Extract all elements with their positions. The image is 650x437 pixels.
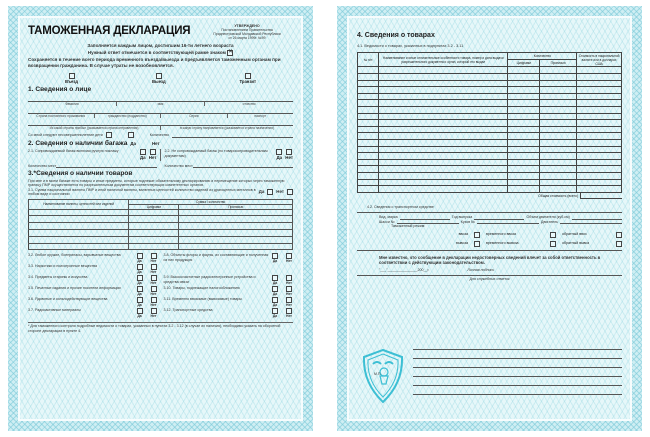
words-header: Прописью bbox=[179, 204, 293, 209]
reimport-checkbox[interactable] bbox=[616, 232, 622, 238]
residence-passport-field[interactable] bbox=[28, 106, 293, 114]
item-label: 3.11. Временно ввозимые (вывозимые) товары bbox=[163, 297, 242, 302]
customs-emblem-icon bbox=[361, 348, 405, 404]
goods-checklist bbox=[28, 253, 293, 319]
yes-label: Да bbox=[139, 155, 146, 161]
unaccompanied-places-field[interactable] bbox=[193, 164, 293, 168]
export-regime-row bbox=[379, 241, 622, 247]
section-2-title: 2. Сведения о наличии багажа bbox=[28, 140, 128, 148]
words-header: Прописью bbox=[540, 60, 577, 67]
section-4-2-title: 4.2. Сведения о транспортном средстве bbox=[367, 204, 434, 209]
places-label: Количество мест bbox=[164, 163, 193, 168]
reexport-label: обратный вывоз bbox=[562, 241, 590, 246]
item-label: 3.12. Транспортные средства bbox=[163, 308, 213, 313]
export-label: вывоза bbox=[456, 241, 468, 246]
engine-volume-label: Объем двигателя (куб.см) bbox=[526, 215, 570, 220]
direction-entry[interactable]: Въезд bbox=[65, 73, 78, 84]
list-item: 3.11. Временно ввозимые (вывозимые) товары Да Нет bbox=[163, 297, 292, 308]
item-label: 3.3. Наркотики и психотропные вещества bbox=[28, 264, 98, 269]
import-checkbox[interactable] bbox=[474, 232, 480, 238]
currency-question: 3.1. Сумма национальной валюты ПМР и иной наличной валюты, валютных ценностей количество изделий из драгоценных металлов в любом виде и состоянии bbox=[28, 187, 256, 197]
total-cost bbox=[357, 193, 622, 199]
example-checkbox-icon bbox=[227, 50, 233, 56]
section-4-1-title: 4.1. Ведомости о товарах, указанных в подпунктах 3.2 - 3.11 bbox=[357, 43, 464, 48]
table-row[interactable] bbox=[358, 80, 622, 87]
table-row[interactable] bbox=[29, 243, 293, 250]
amount-header: Сумма / количество bbox=[129, 199, 293, 204]
list-item: 3.4. Предметы старины и искусства Да Нет bbox=[28, 275, 157, 286]
number-header: № п/п bbox=[358, 53, 379, 67]
accompanied-baggage-label: 2.1. Сопровождаемый багаж включая ручную поклажу bbox=[28, 149, 119, 154]
unaccompanied-baggage bbox=[165, 149, 294, 161]
table-row[interactable] bbox=[358, 93, 622, 100]
table-row[interactable] bbox=[29, 230, 293, 237]
item-label: 3.5. Печатные издания и прочие носители информации bbox=[28, 286, 121, 291]
goods-table bbox=[357, 52, 622, 192]
item-label: 3.4. Предметы старины и искусства bbox=[28, 275, 88, 280]
table-row[interactable] bbox=[358, 186, 622, 193]
reimport-label: обратный ввоз bbox=[562, 232, 587, 237]
page-title: ТАМОЖЕННАЯ ДЕКЛАРАЦИЯ bbox=[28, 25, 191, 37]
list-item: 3.12. Транспортные средства Да Нет bbox=[163, 308, 292, 319]
digits-header: Цифрами bbox=[129, 204, 179, 209]
country-caption: Страна постоянного проживания bbox=[36, 114, 86, 119]
import-regime-row bbox=[379, 232, 622, 238]
declaration-back-page bbox=[337, 6, 642, 431]
list-item: 3.5. Печатные издания и прочие носители информации Да Нет bbox=[28, 286, 157, 297]
temp-export-checkbox[interactable] bbox=[550, 241, 556, 247]
currency-table bbox=[28, 199, 293, 251]
list-item: 3.10. Товары, подлежащие налогообложению Да Нет bbox=[163, 286, 292, 297]
minors-count-field[interactable] bbox=[172, 133, 293, 138]
year-label: Год выпуска bbox=[451, 215, 473, 220]
no-label: Нет bbox=[285, 155, 293, 161]
name-field[interactable] bbox=[28, 94, 293, 102]
export-checkbox[interactable] bbox=[474, 241, 480, 247]
no-label: Нет bbox=[151, 140, 160, 146]
table-row[interactable] bbox=[358, 113, 622, 120]
table-row[interactable] bbox=[358, 74, 622, 81]
list-item: 3.3. Наркотики и психотропные вещества Да Нет bbox=[28, 264, 157, 275]
table-row[interactable] bbox=[358, 166, 622, 173]
currency-no-checkbox[interactable] bbox=[287, 189, 293, 195]
route-field[interactable] bbox=[28, 118, 293, 126]
yes-label: Да bbox=[258, 189, 265, 195]
firstname-caption: имя bbox=[116, 102, 205, 106]
table-row[interactable] bbox=[358, 87, 622, 94]
list-item: 3.6. Ядовитые и сильнодействующие вещества Да Нет bbox=[28, 297, 157, 308]
table-row[interactable] bbox=[29, 216, 293, 223]
table-row[interactable] bbox=[358, 107, 622, 114]
table-row[interactable] bbox=[358, 120, 622, 127]
list-item: 3.8. Объекты флоры и фауны, их составляющие и полученная из них продукция Да Нет bbox=[163, 253, 292, 264]
quantity-header: Количество bbox=[508, 53, 577, 60]
item-label: 3.2. Любое оружие, боеприпасы, взрывчатые вещества bbox=[28, 253, 121, 258]
table-row[interactable] bbox=[358, 172, 622, 179]
engine-field[interactable] bbox=[560, 220, 622, 224]
yes-label: Да bbox=[276, 155, 283, 161]
goods-name-header: Наименование и иные отличительные особенности товара, номер и дата выдачи разрешительного документа и орган, который его выдал bbox=[379, 53, 508, 67]
table-row[interactable] bbox=[358, 159, 622, 166]
reexport-checkbox[interactable] bbox=[616, 241, 622, 247]
table-row[interactable] bbox=[29, 223, 293, 230]
table-row[interactable] bbox=[358, 126, 622, 133]
series-caption: Серия bbox=[160, 114, 227, 118]
list-item: 3.2. Любое оружие, боеприпасы, взрывчатые вещества Да Нет bbox=[28, 253, 157, 264]
approval-stamp-text: УТВЕРЖДЕНО Постановлением Правительства Приднестровской Молдавской Республики от 26 марта 1999г. №99 bbox=[213, 24, 281, 41]
direction-transit[interactable]: Транзит bbox=[240, 73, 257, 84]
temp-import-label: временного ввоза bbox=[486, 232, 516, 237]
chassis-label: Шасси № bbox=[379, 219, 395, 224]
table-row[interactable] bbox=[29, 236, 293, 243]
passport-caption: паспорт bbox=[227, 114, 294, 118]
origin-country-caption: Из какой страны прибыл (указывается страна отправления) bbox=[49, 126, 139, 131]
section-3-title: 3.*Сведения о наличии товаров bbox=[28, 170, 133, 178]
divider bbox=[357, 275, 622, 276]
item-label: 3.8. Объекты флоры и фауны, их составляющие и полученная из них продукция bbox=[163, 253, 269, 262]
total-cost-label: Общая стоимость (всего) bbox=[538, 193, 578, 198]
accompanied-baggage bbox=[28, 149, 161, 161]
engine-label: Двигатель bbox=[541, 219, 558, 224]
official-notes-area[interactable] bbox=[413, 341, 622, 395]
table-row[interactable] bbox=[358, 133, 622, 140]
item-label: 3.6. Ядовитые и сильнодействующие вещества bbox=[28, 297, 108, 302]
table-row[interactable] bbox=[358, 153, 622, 160]
import-label: ввоза bbox=[458, 232, 468, 237]
table-row[interactable] bbox=[358, 100, 622, 107]
footnote: * Для таможенного контроля подробные ведомости о товарах, указанных в пунктах 3.2 - 3.12 (в случае их наличия), необходимо указать на оборотной стороне декларации в пункте 4. bbox=[28, 322, 293, 333]
places-label: Количество мест bbox=[28, 163, 57, 168]
digits-header: Цифрами bbox=[508, 60, 540, 67]
section-3-text: При мне и в моем багаже есть товары и иные предметы, которые подлежат обязательному декларированию и перемещение которых через таможенную границу ПМР осуществляется по разрешительным документам соответствующих компетентных органов. bbox=[28, 178, 285, 188]
list-item: 3.7. Радиоактивные материалы Да Нет bbox=[28, 308, 157, 319]
table-row[interactable] bbox=[358, 179, 622, 186]
yes-label: Да bbox=[130, 140, 136, 146]
table-row[interactable] bbox=[358, 140, 622, 147]
patronymic-caption: отчество bbox=[204, 102, 293, 106]
direction-exit[interactable]: Выезд bbox=[152, 73, 166, 84]
intro-text-1: Заполняется каждым лицом, достигшим 16-ти летнего возраста bbox=[87, 42, 234, 48]
liability-notice: Мне известно, что сообщение в декларации недостоверных сведений влечет за собой ответственность в соответствии с действующим законодательством. bbox=[379, 254, 601, 266]
body-label: Кузов № bbox=[460, 219, 476, 224]
unaccompanied-baggage-label: 2.2. Не сопровождаемый багаж (по товаросопроводительным документам) bbox=[164, 149, 268, 158]
minors-no-checkbox[interactable] bbox=[128, 132, 134, 138]
minors-label: Со мной следуют несовершеннолетние дети bbox=[28, 132, 103, 137]
svg-text:М.П.: М.П. bbox=[374, 372, 382, 376]
no-label: Нет bbox=[276, 189, 284, 195]
total-cost-field[interactable] bbox=[580, 193, 622, 199]
currency-name-header: Наименование валюты, ценностей или изделий bbox=[29, 199, 129, 209]
item-label: 3.7. Радиоактивные материалы bbox=[28, 308, 81, 313]
declaration-front-page bbox=[8, 6, 313, 431]
item-label: 3.9. Высокочастотные радиоэлектронные устройства и средства связи bbox=[163, 275, 256, 284]
no-label: Нет bbox=[148, 155, 157, 161]
minors-count-label: Количество bbox=[149, 132, 170, 137]
divider bbox=[357, 212, 622, 213]
section-4-title: 4. Сведения о товарах bbox=[357, 32, 435, 39]
accompanied-places-field[interactable] bbox=[56, 164, 156, 168]
intro-text-3: Сохраняется в течение всего периода временного въезда/выезда и предъявляется таможенным органам при возвращении гражданина. В случае утраты не возобновляется. bbox=[28, 57, 281, 69]
list-item: 3.9. Высокочастотные радиоэлектронные устройства и средства связи Да Нет bbox=[163, 275, 292, 286]
currency-yes-checkbox[interactable] bbox=[267, 189, 273, 195]
surname-caption: Фамилия bbox=[65, 102, 79, 107]
temp-import-checkbox[interactable] bbox=[550, 232, 556, 238]
direction-options bbox=[28, 73, 293, 84]
cost-header: Стоимость в национальной валюте или в долларах США bbox=[577, 53, 622, 67]
citizenship-caption: гражданство (подданство) bbox=[94, 114, 161, 118]
divider bbox=[357, 250, 622, 251]
section-1-title: 1. Сведения о лице bbox=[28, 86, 92, 93]
date-field[interactable]: "___"_______________200__г. bbox=[379, 267, 430, 272]
intro-text-2: Нужный ответ отмечается в соответствующей рамке знаком × bbox=[28, 50, 293, 56]
minors-yes-checkbox[interactable] bbox=[106, 132, 112, 138]
table-row[interactable] bbox=[358, 146, 622, 153]
destination-country-caption: в какую страну направляется (указывается страна назначения) bbox=[160, 126, 293, 130]
signature-label: Личная подпись bbox=[467, 267, 495, 272]
item-label: 3.10. Товары, подлежащие налогообложению bbox=[163, 286, 240, 291]
table-row[interactable] bbox=[358, 67, 622, 74]
table-row[interactable] bbox=[29, 209, 293, 216]
body-field[interactable] bbox=[477, 220, 539, 224]
temp-export-label: временного вывоза bbox=[486, 241, 519, 246]
customs-regime-label: Таможенный режим: bbox=[391, 224, 426, 229]
official-notes-label: Для служебных отметок bbox=[469, 277, 510, 282]
kind-label: Вид, марка bbox=[379, 215, 398, 220]
